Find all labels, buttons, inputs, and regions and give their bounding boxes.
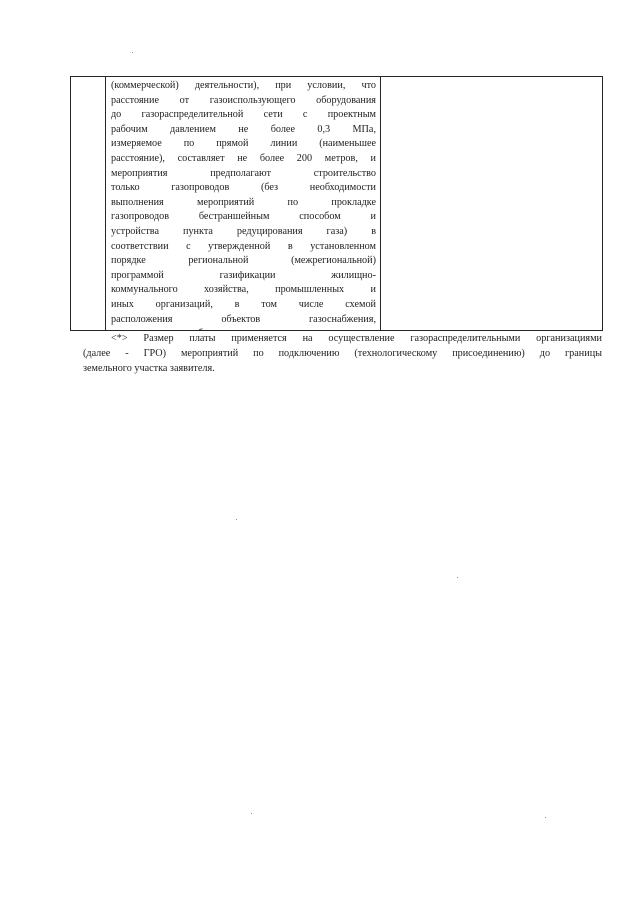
scan-speck [457,577,458,578]
table-row-number-cell [71,77,106,330]
footnote-line: земельного участка заявителя. [83,362,215,374]
scan-speck [251,813,252,814]
description-line: до газораспределительной сети с проектным [111,109,376,121]
scan-speck [132,52,133,53]
scan-speck [545,817,546,818]
description-line: расстояние от газоиспользующего оборудования [111,94,376,106]
description-line: мероприятия предполагают строительство [111,167,376,179]
description-line: газопроводов бестраншейным способом и [111,211,376,223]
description-line: устройства пункта редуцирования газа) в [111,225,376,237]
description-line: коммунального хозяйства, промышленных и [111,284,376,296]
description-line: иных организаций, в том числе схемой [111,298,376,310]
footnote [83,332,602,376]
description-line: порядке региональной (межрегиональной) [111,255,376,267]
footnote-line: <*> Размер платы применяется на осуществление газораспределительными организациями [111,333,602,344]
description-line: измеряемое по прямой линии (наименьшее [111,138,376,150]
description-line: программой газификации жилищно- [111,269,376,281]
description-line: расстояние), составляет не более 200 метров, и [111,152,376,164]
footnote-line: (далее - ГРО) мероприятий по подключению (технологическому присоединению) до границы [83,347,602,359]
description-line: соответствии с утвержденной в установленном [111,240,376,252]
description-line: расположения объектов газоснабжения, [111,313,376,325]
tariff-table [70,76,603,331]
description-line: выполнения мероприятий по прокладке [111,196,376,208]
description-line: (коммерческой) деятельности), при условии, что [111,80,376,91]
description-line [111,327,376,330]
table-description-cell [106,77,381,330]
description-line: только газопроводов (без необходимости [111,182,376,194]
table-value-cell [381,77,602,330]
scan-speck [236,519,237,520]
description-line: рабочим давлением не более 0,3 МПа, [111,123,376,135]
